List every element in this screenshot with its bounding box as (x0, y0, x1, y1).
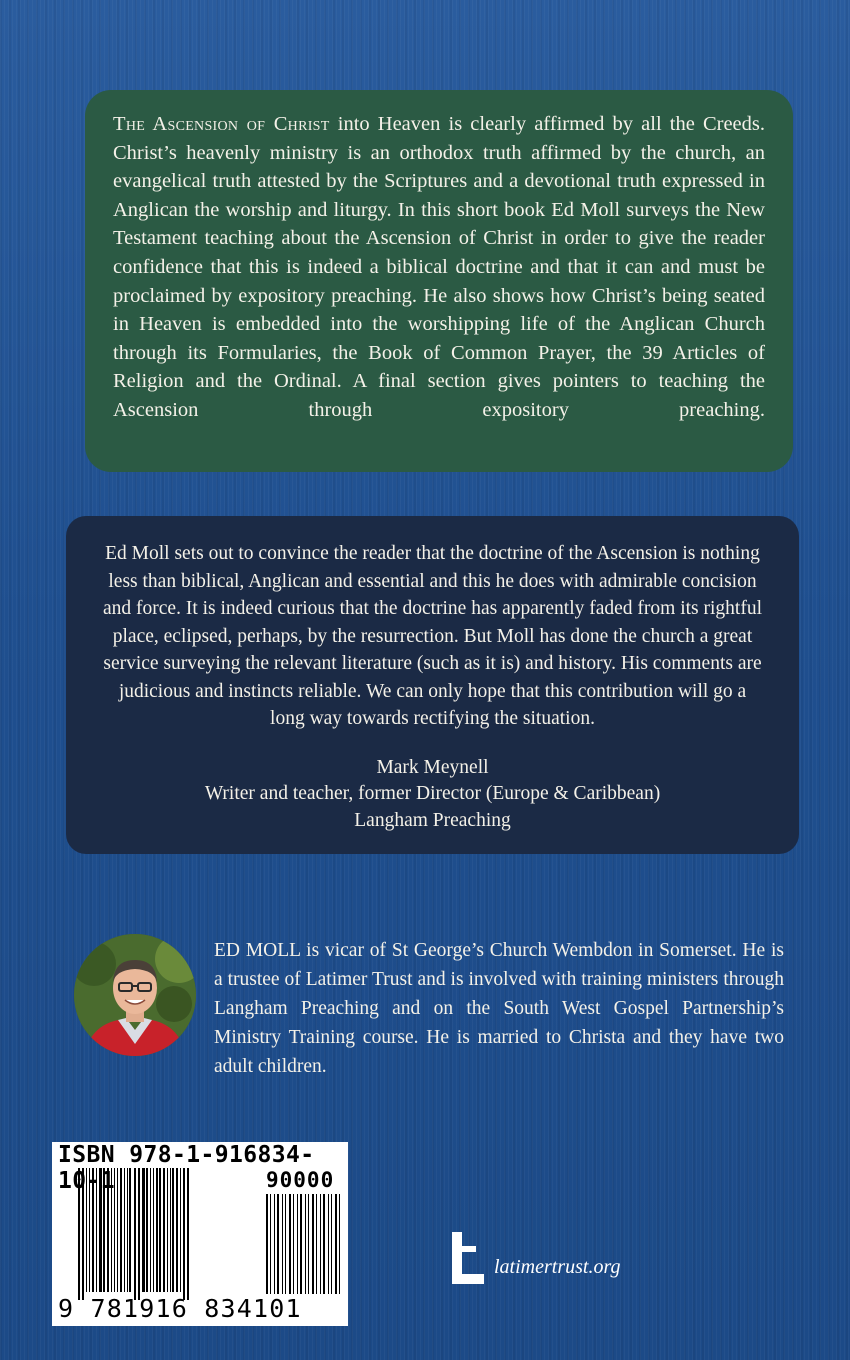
author-bio: ED MOLL is vicar of St George’s Church Wembdon in Somerset. He is a trustee of Latimer Trust and is involved with training ministers through Langham Preaching and on the South West Gospel Partnership’s Ministry Training course. He is married to Christa and they have two adult children. (214, 940, 784, 1077)
latimer-trust-logo-icon (448, 1230, 488, 1288)
endorsement-panel (66, 516, 799, 854)
blurb-text: into Heaven is clearly affirmed by all the Creeds. Christ’s heavenly ministry is an orthodox truth affirmed by the church, an evangelical truth attested by the Scriptures and a devotional truth expressed in Anglican the worship and liturgy. In this short book Ed Moll surveys the New Testament teaching about the Ascension of Christ in order to give the reader confidence that this is indeed a biblical doctrine and that it can and must be proclaimed by expository preaching. He also shows how Christ’s being seated in Heaven is embedded into the worshipping life of the Anglican Church through its Formularies, the Book of Common Prayer, the 39 Articles of Religion and the Ordinal. A final section gives pointers to teaching the Ascension through expository preaching. (113, 113, 765, 421)
barcode-addon-bar (323, 1194, 325, 1294)
publisher-branding (448, 1230, 678, 1290)
isbn-barcode (52, 1142, 348, 1326)
barcode-addon-bar (282, 1194, 283, 1294)
ean-number: 9 781916 834101 (58, 1294, 302, 1323)
barcode-addon-bar (285, 1194, 286, 1294)
barcode-addon-bar (293, 1194, 294, 1294)
endorsement-quote: Ed Moll sets out to convince the reader that the doctrine of the Ascension is nothing less than biblical, Anglican and essential and this he does with admirable concision and force. It is indeed curious that the doctrine has apparently faded from its rightful place, eclipsed, perhaps, by the resurrection. But Moll has done the church a great service surveying the relevant literature (such as it is) and history. His comments are judicious and instincts reliable. We can only hope that this contribution will go a long way towards rectifying the situation. (103, 543, 762, 729)
isbn-label: ISBN 978-1-916834-10-1 (58, 1142, 315, 1194)
barcode-addon-bar (320, 1194, 321, 1294)
endorser-name: Mark Meynell (376, 756, 489, 778)
barcode-addon-bar (266, 1194, 268, 1294)
barcode-addon-bar (289, 1194, 291, 1294)
blurb-panel (85, 90, 793, 472)
endorser-organization: Langham Preaching (354, 809, 511, 831)
price-code: 90000 (266, 1168, 335, 1192)
barcode-addon-bar (335, 1194, 337, 1294)
publisher-website[interactable]: latimertrust.org (494, 1256, 621, 1278)
barcode-addon-bar (339, 1194, 340, 1294)
author-photo (74, 934, 196, 1056)
blurb-title-lead: The Ascension of Christ (113, 113, 330, 135)
barcode-addon-bar (274, 1194, 275, 1294)
endorsement-attribution (100, 755, 765, 835)
barcode-addon-bar (331, 1194, 332, 1294)
barcode-addon-bar (308, 1194, 309, 1294)
barcode-addon-bar (316, 1194, 317, 1294)
barcode-addon-bar (312, 1194, 314, 1294)
barcode-addon-bar (328, 1194, 329, 1294)
barcode-addon-bar (300, 1194, 302, 1294)
barcode-addon-bar (277, 1194, 279, 1294)
endorser-role: Writer and teacher, former Director (Europe & Caribbean) (204, 783, 661, 804)
barcode-addon-bar (297, 1194, 298, 1294)
barcode-addon-bar (270, 1194, 271, 1294)
barcode-addon-bar (305, 1194, 306, 1294)
